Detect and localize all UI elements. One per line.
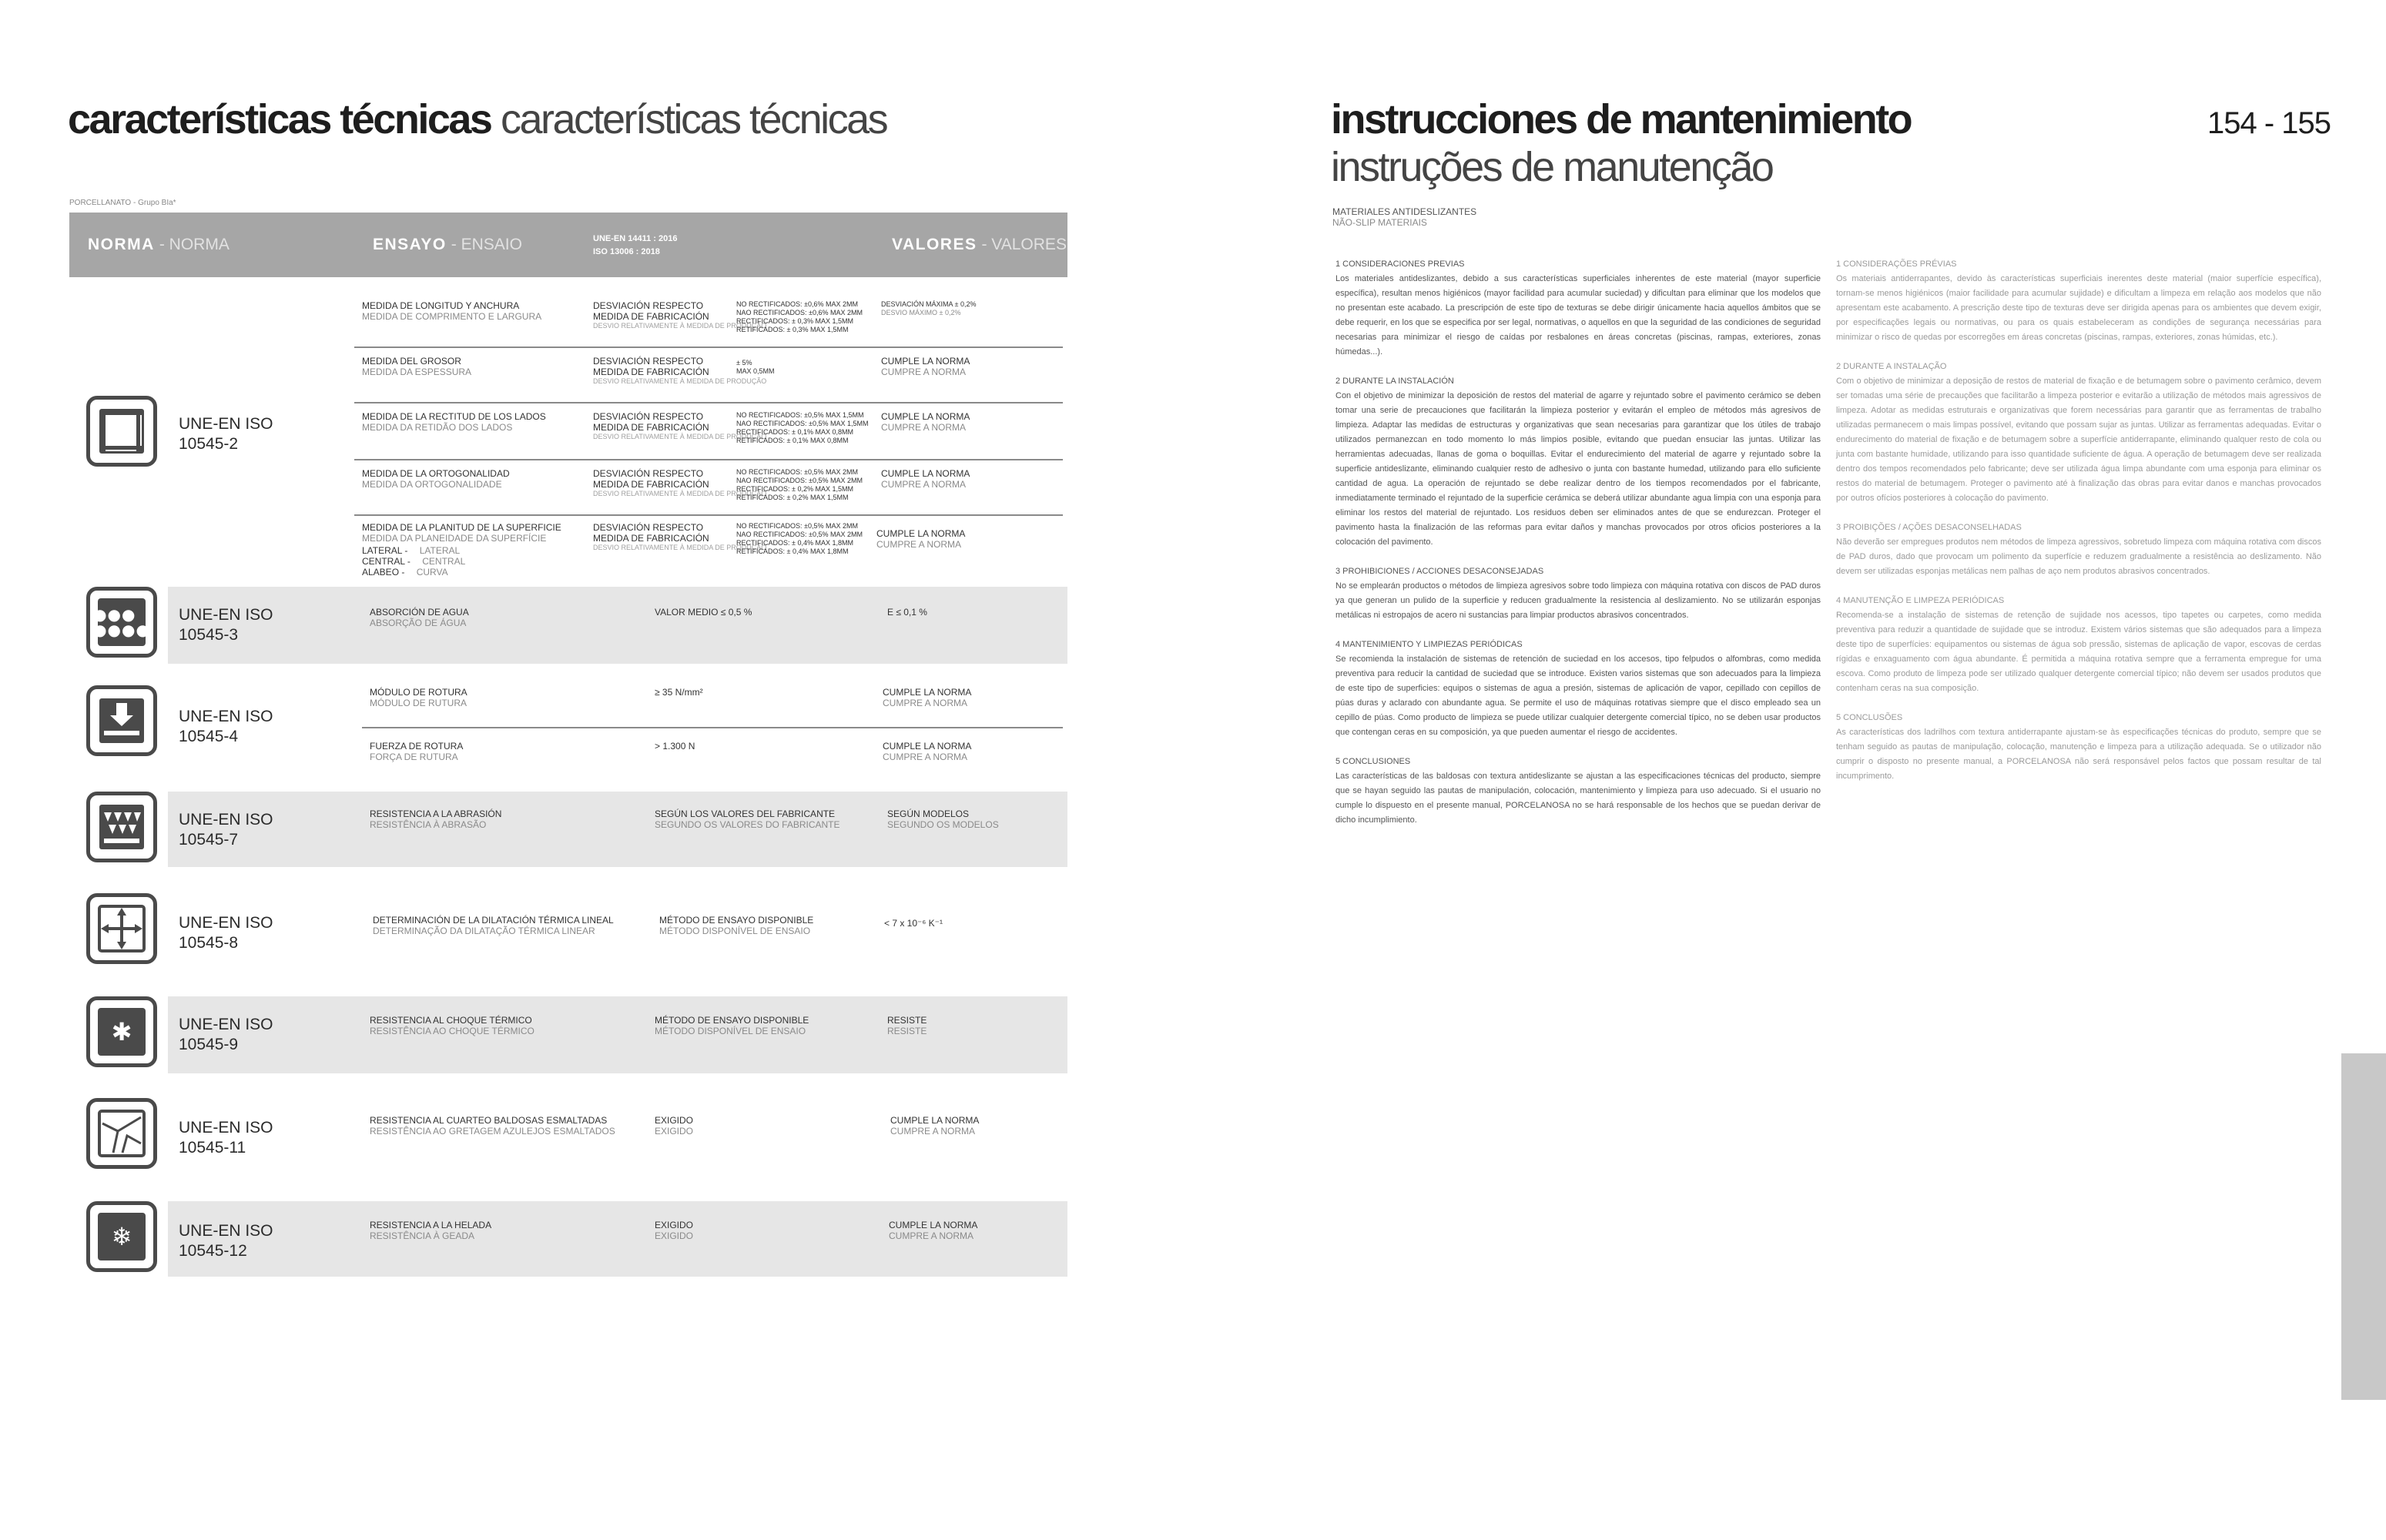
- norm-label: UNE-EN ISO 10545-12: [179, 1222, 273, 1260]
- square-dimensions-icon: [86, 396, 157, 467]
- test-value: CUMPLE LA NORMA CUMPRE A NORMA: [881, 356, 970, 377]
- test-value: CUMPLE LA NORMA CUMPRE A NORMA: [889, 1220, 978, 1241]
- materials-heading: MATERIALES ANTIDESLIZANTES NÃO-SLIP MATERIAIS: [1332, 206, 1477, 228]
- header-ensayo: ENSAYO - ENSAIO: [373, 236, 522, 253]
- test-value: CUMPLE LA NORMA CUMPRE A NORMA: [890, 1115, 980, 1137]
- page-numbers: 154 - 155: [2207, 106, 2331, 140]
- test-name: FUERZA DE ROTURA FORÇA DE RUTURA: [370, 741, 464, 762]
- test-deviation: DESVIACIÓN RESPECTO MEDIDA DE FABRICACIÓN DESVIO RELATIVAMENTE À MEDIDA DE PRODUÇÃO: [593, 356, 767, 385]
- test-value: RESISTE RESISTE: [887, 1015, 927, 1036]
- test-spec: MÉTODO DE ENSAYO DISPONIBLE MÉTODO DISPONÍVEL DE ENSAIO: [655, 1015, 809, 1036]
- page-subtitle-right: instruções de manutenção: [1331, 144, 1773, 190]
- abrasion-icon: [86, 792, 157, 862]
- section-3: 3 PROHIBICIONES / ACCIONES DESACONSEJADAS No se emplearán productos o métodos de limpieza agresivos sobre todo limpieza con máquina rotativa con discos de PAD duros ya que generan un pulido de la superficie y reducen gradualmente la resistencia al deslizamiento. No se utilizarán esponjas metálicas ni estropajos de acero ni sustancias para limpiar productos abrasivos concentrados.: [1335, 567, 1821, 620]
- section-2: 2 DURANTE LA INSTALACIÓN Con el objetivo de minimizar la deposición de restos del material de agarre y rejuntado sobre el pavimento cerámico se deben tomar una serie de precauciones que facilitarán la limpieza posterior y evitarán el empleo de métodos más agresivos de limpieza. Adaptar las medidas de estructuras y organizativas que sean necesarias para garantizar que los útiles de trabajo utilizados permanezcan en todo momento lo más limpios posible, evitando que puedan ensuciar las juntas. Utilizar las herramientas adecuadas, llanas de goma o boquillas. Evitar el endurecimiento del material de agarre y rejuntado sobre la superficie antideslizante, eliminando cualquier resto de adhesivo o junta con bastante humedad, utilizando para ello suficiente cantidad de agua. La operación de rejuntado se debe realizar dentro de los tiempos recomendados por el fabricante, inmediatamente terminado el rejuntado de la superficie cerámica se deberá utilizar abundante agua limpia con una esponja para eliminar los restos del material de rejuntado. Los residuos deben ser eliminados antes de que se endurezcan. Proteger el pavimento hasta la finalización de las reformas para evitar daños y manchas provocados por otros oficios posteriores a la colocación del pavimento.: [1335, 377, 1821, 547]
- test-spec: EXIGIDO EXIGIDO: [655, 1220, 694, 1241]
- crazing-icon: [86, 1098, 157, 1169]
- thermal-expansion-icon: [86, 893, 157, 964]
- title-spanish: características técnicas: [68, 96, 491, 142]
- test-value: CUMPLE LA NORMA CUMPRE A NORMA: [881, 468, 970, 490]
- divider: [354, 402, 1063, 403]
- water-drops-icon: ●●● ●●●●: [86, 587, 157, 658]
- test-spec: VALOR MEDIO ≤ 0,5 %: [655, 607, 752, 618]
- norm-label: UNE-EN ISO 10545-7: [179, 811, 273, 849]
- thermal-shock-icon: ✱: [86, 996, 157, 1067]
- group-note: PORCELLANATO - Grupo BIa*: [69, 199, 176, 207]
- test-name: RESISTENCIA A LA HELADA RESISTÊNCIA À GEADA: [370, 1220, 492, 1241]
- test-deviation: DESVIACIÓN RESPECTO MEDIDA DE FABRICACIÓN DESVIO RELATIVAMENTE À MEDIDA DE PRODUÇÃO: [593, 300, 767, 330]
- divider: [354, 346, 1063, 348]
- test-spec: NO RECTIFICADOS: ±0,6% MAX 2MM NAO RECTIFICADOS: ±0,6% MAX 2MM RECTIFICADOS: ± 0,3% MAX 1,5MM RETIFICADOS: ± 0,3% MAX 1,5MM: [736, 300, 863, 333]
- test-spec: SEGÚN LOS VALORES DEL FABRICANTE SEGUNDO OS VALORES DO FABRICANTE: [655, 808, 840, 830]
- test-name: MÓDULO DE ROTURA MÓDULO DE RUTURA: [370, 687, 467, 708]
- section-2: 2 DURANTE A INSTALAÇÃO Com o objetivo de minimizar a deposição de restos de material de fixação e de betumagem sobre o pavimento cerâmico, devem ser tomadas uma série de precauções que facilitarão a limpeza posterior e evitarão a utilização de métodos mais agressivos de limpeza. Adotar as medidas estruturais e organizativas que forem necessárias para garantir que as ferramentas de trabalho utilizadas permanecem o mais limpas possível, evitando que possam sujar as juntas. Utilizar as ferramentas adequadas. Evitar o endurecimento do material de fixação e de betumagem sobre a superfície antiderrapante, eliminando qualquer resto de cola ou junta com bastante humidade, utilizando para isso quantidade suficiente de água. A operação de betumagem deve ser realizada dentro dos tempos recomendados pelo fabricante; deve ser utilizada água limpa abundante com uma esponja para eliminar os restos do material de betumagem. Proteger o pavimento até à finalização das obras para evitar danos e manchas provocados por outros ofícios posteriores à colocação do pavimento.: [1836, 362, 2321, 503]
- test-spec: ≥ 35 N/mm²: [655, 687, 703, 698]
- test-name: MEDIDA DE LA ORTOGONALIDAD MEDIDA DA ORTOGONALIDADE: [362, 468, 510, 490]
- header-valores: VALORES - VALORES: [892, 236, 1067, 253]
- test-name: MEDIDA DEL GROSOR MEDIDA DA ESPESSURA: [362, 356, 472, 377]
- instructions-column-pt: [1836, 257, 2321, 798]
- divider: [354, 514, 1063, 516]
- section-5: 5 CONCLUSÕES As características dos ladrilhos com textura antiderrapante ajustam-se às especificações técnicas do produto, sempre que se tenham seguido as pautas de manipulação, colocação, manutenção e limpeza para a utilização adequada. Se o utilizador não cumprir o disposto no presente manual, a PORCELANOSA não será responsável pelos factos que possam resultar de tal incumprimento.: [1836, 713, 2321, 781]
- section-1: 1 CONSIDERAÇÕES PRÉVIAS Os materiais antiderrapantes, devido às características superficiais inerentes deste material (maior superfície específica), tornam-se menos higiénicos (maior facilidade para acumular sujidade) e dificultam a limpeza em relação aos modelos que não apresentam este acabamento. A prescrição deste tipo de texturas deve ser dirigida apenas para os ambientes que devem exigir, por especificações legais ou normativas, ou para os quais estabeleceram as condições de segurança necessárias para minimizar o risco de quedas por escorregões em áreas concretas (piscinas, rampas, exteriores, zonas húmidas, etc.).: [1836, 259, 2321, 342]
- test-spec: NO RECTIFICADOS: ±0,5% MAX 2MM NAO RECTIFICADOS: ±0,5% MAX 2MM RECTIFICADOS: ± 0,4% MAX 1,8MM RETIFICADOS: ± 0,4% MAX 1,8MM: [736, 522, 863, 555]
- test-name: RESISTENCIA AL CUARTEO BALDOSAS ESMALTADAS RESISTÊNCIA AO GRETAGEM AZULEJOS ESMALTADOS: [370, 1115, 615, 1137]
- planarity-subitems: LATERAL - LATERAL CENTRAL - CENTRAL ALABEO - CURVA: [362, 545, 466, 578]
- test-spec: NO RECTIFICADOS: ±0,5% MAX 1,5MM NAO RECTIFICADOS: ±0,5% MAX 1,5MM RECTIFICADOS: ± 0,1% MAX 0,8MM RETIFICADOS: ± 0,1% MAX 0,8MM: [736, 411, 869, 444]
- test-deviation: DESVIACIÓN RESPECTO MEDIDA DE FABRICACIÓN DESVIO RELATIVAMENTE À MEDIDA DE PRODUÇÃO: [593, 522, 767, 551]
- test-name: MEDIDA DE LONGITUD Y ANCHURA MEDIDA DE COMPRIMENTO E LARGURA: [362, 300, 542, 322]
- test-name: RESISTENCIA AL CHOQUE TÉRMICO RESISTÊNCIA AO CHOQUE TÉRMICO: [370, 1015, 535, 1036]
- test-name: MEDIDA DE LA RECTITUD DE LOS LADOS MEDIDA DA RETIDÃO DOS LADOS: [362, 411, 546, 433]
- table-header: [69, 213, 1067, 277]
- test-value: CUMPLE LA NORMA CUMPRE A NORMA: [881, 411, 970, 433]
- section-3: 3 PROIBIÇÕES / AÇÕES DESACONSELHADAS Não deverão ser empregues produtos nem métodos de limpeza agressivos, sobretudo limpeza com máquina rotativa com discos de PAD duros, dado que provocam um polimento da superfície e reduzem gradualmente a resistência ao deslizamento. Não devem ser utilizadas esponjas metálicas nem palhas de aço nem produtos abrasivos concentrados.: [1836, 523, 2321, 576]
- test-value: E ≤ 0,1 %: [887, 607, 927, 618]
- test-deviation: DESVIACIÓN RESPECTO MEDIDA DE FABRICACIÓN DESVIO RELATIVAMENTE À MEDIDA DE PRODUÇÃO: [593, 411, 767, 440]
- header-standards: UNE-EN 14411 : 2016 ISO 13006 : 2018: [593, 234, 678, 256]
- frost-snowflake-icon: ❄: [86, 1201, 157, 1272]
- header-norma: NORMA - NORMA: [88, 236, 230, 253]
- test-spec: EXIGIDO EXIGIDO: [655, 1115, 694, 1137]
- divider: [354, 459, 1063, 460]
- test-spec: ± 5% MAX 0,5MM: [736, 359, 775, 375]
- norm-label: UNE-EN ISO 10545-2: [179, 415, 273, 453]
- test-value: CUMPLE LA NORMA CUMPRE A NORMA: [883, 741, 972, 762]
- page-title-left: [68, 95, 886, 143]
- test-name: MEDIDA DE LA PLANITUD DE LA SUPERFICIE MEDIDA DA PLANEIDADE DA SUPERFÍCIE: [362, 522, 561, 544]
- row-band: [168, 996, 1067, 1073]
- divider: [362, 727, 1063, 728]
- section-5: 5 CONCLUSIONES Las características de las baldosas con textura antideslizante se ajustan a las especificaciones técnicas del producto, siempre que se hayan seguido las pautas de manipulación, colocación, mantenimiento y limpieza para uso adecuado. Si el usuario no cumple lo dispuesto en el presente manual, PORCELANOSA no se hará responsable de los hechos que se puedan derivar de dicho incumplimiento.: [1335, 757, 1821, 825]
- section-4: 4 MANTENIMIENTO Y LIMPIEZAS PERIÓDICAS Se recomienda la instalación de sistemas de retención de suciedad en los accesos, tipo felpudos o alfombras, como medida preventiva para reducir la cantidad de suciedad que se introduce. Existen varios sistemas que son adecuados para la limpieza de este tipo de superficies: equipos o sistemas de agua a presión, sistemas de aplicación de vapor, cepillado con cepillos de púas duras y aclarado con abundante agua. Se permite el uso de máquinas rotativas siempre que el disco empleado sea un cepillo de púas. Como producto de limpieza se puede utilizar cualquier detergente comercial típico, no se deben usar productos que contengan ceras en su composición, ya que pueden aumentar el riesgo de accidentes.: [1335, 640, 1821, 737]
- test-value: CUMPLE LA NORMA CUMPRE A NORMA: [876, 528, 966, 550]
- test-name: DETERMINACIÓN DE LA DILATACIÓN TÉRMICA LINEAL DETERMINAÇÃO DA DILATAÇÃO TÉRMICA LINEAR: [373, 915, 614, 936]
- norm-label: UNE-EN ISO 10545-8: [179, 914, 273, 952]
- test-value: < 7 x 10⁻⁶ K⁻¹: [884, 918, 943, 929]
- test-spec: MÉTODO DE ENSAYO DISPONIBLE MÉTODO DISPONÍVEL DE ENSAIO: [659, 915, 814, 936]
- norm-label: UNE-EN ISO 10545-11: [179, 1119, 273, 1157]
- test-name: RESISTENCIA A LA ABRASIÓN RESISTÊNCIA À ABRASÃO: [370, 808, 502, 830]
- test-name: ABSORCIÓN DE AGUA ABSORÇÃO DE ÁGUA: [370, 607, 469, 628]
- test-value: SEGÚN MODELOS SEGUNDO OS MODELOS: [887, 808, 999, 830]
- test-value: DESVIACIÓN MÁXIMA ± 0,2% DESVIO MÁXIMO ± 0,2%: [881, 300, 977, 316]
- press-down-icon: [86, 685, 157, 756]
- title-portuguese: características técnicas: [500, 96, 887, 142]
- test-deviation: DESVIACIÓN RESPECTO MEDIDA DE FABRICACIÓN DESVIO RELATIVAMENTE À MEDIDA DE PRODUÇÃO: [593, 468, 767, 497]
- page-title-right: instrucciones de mantenimiento: [1331, 96, 1912, 142]
- test-spec: > 1.300 N: [655, 741, 695, 752]
- norm-label: UNE-EN ISO 10545-3: [179, 606, 273, 644]
- row-band: [168, 587, 1067, 664]
- section-1: 1 CONSIDERACIONES PREVIAS Los materiales antideslizantes, debido a sus características superficiales inherentes de este material (mayor superficie específica), resultan menos higiénicos (mayor facilidad para acumular suciedad) y dificultan para eliminar que los modelos que no presentan este acabado. La prescripción de este tipo de texturas se debe dirigir únicamente hacia aquellos ámbitos que se debe requerir, en los que se especifica por ser legal, normativas, o aquellos en que la seguridad de las condiciones de seguridad necesarias para minimizar el riesgo de caídas por resbalones en áreas concretas (piscinas, rampas, exteriores, zonas húmedas...).: [1335, 259, 1821, 357]
- norm-label: UNE-EN ISO 10545-4: [179, 708, 273, 745]
- test-spec: NO RECTIFICADOS: ±0,5% MAX 2MM NAO RECTIFICADOS: ±0,5% MAX 2MM RECTIFICADOS: ± 0,2% MAX 1,5MM RETIFICADOS: ± 0,2% MAX 1,5MM: [736, 468, 863, 501]
- norm-label: UNE-EN ISO 10545-9: [179, 1016, 273, 1053]
- instructions-column-es: [1335, 257, 1821, 842]
- test-value: CUMPLE LA NORMA CUMPRE A NORMA: [883, 687, 972, 708]
- section-4: 4 MANUTENÇÃO E LIMPEZA PERIÓDICAS Recomenda-se a instalação de sistemas de retenção de sujidade nos acessos, tipo tapetes ou carpetes, como medida preventiva para reduzir a quantidade de sujidade que se introduz. Existem vários sistemas que são adequados para a limpeza deste tipo de superfícies: equipamentos ou sistemas de água sob pressão, sistemas de aplicação de vapor, escovas de cerdas rígidas e enxaguamento com água abundante. É permitida a máquina rotativa sempre que a ferramenta empregue for uma escova. Como produto de limpeza pode ser utilizado qualquer detergente comercial típico; não devem ser usados produtos que contenham ceras na sua composição.: [1836, 596, 2321, 693]
- side-tab: [2341, 1053, 2386, 1400]
